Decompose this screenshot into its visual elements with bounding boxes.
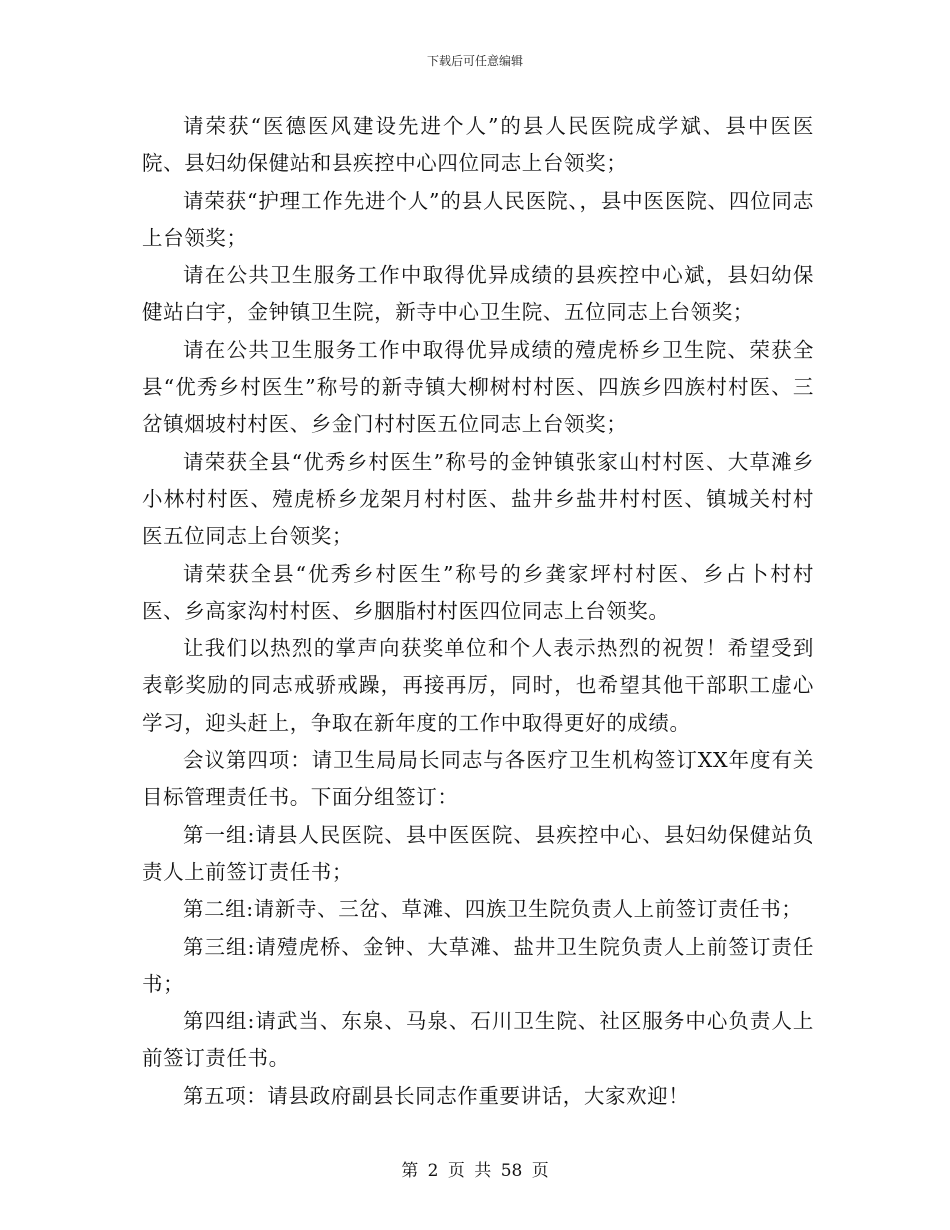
paragraph: 请荣获“医德医风建设先进个人”的县人民医院成学斌、县中医医院、县妇幼保健站和县疾控中心四位同志上台领奖；: [142, 114, 814, 176]
paragraph: 让我们以热烈的掌声向获奖单位和个人表示热烈的祝贺！希望受到表彰奖励的同志戒骄戒躁，再接再厉，同时，也希望其他干部职工虚心学习，迎头赶上，争取在新年度的工作中取得更好的成绩。: [142, 636, 814, 735]
paragraph: 第二组:请新寺、三岔、草滩、四族卫生院负责人上前签订责任书；: [183, 897, 803, 922]
document-body: [142, 108, 814, 1115]
paragraph: 请荣获全县“优秀乡村医生”称号的金钟镇张家山村村医、大草滩乡小林村村医、殪虎桥乡龙架月村村医、盐井乡盐井村村医、镇城关村村医五位同志上台领奖；: [142, 449, 814, 549]
paragraph: 请荣获全县“优秀乡村医生”称号的乡龚家坪村村医、乡占卜村村医、乡高家沟村村医、乡胭脂村村医四位同志上台领奖。: [142, 561, 814, 623]
paragraph: 第三组:请殪虎桥、金钟、大草滩、盐井卫生院负责人上前签订责任书；: [142, 934, 814, 996]
paragraph: 请荣获“护理工作先进个人”的县人民医院、，县中医医院、四位同志上台领奖；: [142, 188, 814, 250]
paragraph: 请在公共卫生服务工作中取得优异成绩的县疾控中心斌，县妇幼保健站白宇，金钟镇卫生院，新寺中心卫生院、五位同志上台领奖；: [142, 263, 814, 325]
paragraph: 会议第四项：请卫生局局长同志与各医疗卫生机构签订XX年度有关目标管理责任书。下面分组签订：: [142, 748, 814, 810]
paragraph: 第五项：请县政府副县长同志作重要讲话，大家欢迎！: [183, 1083, 690, 1108]
page-header: 下载后可任意编辑: [426, 54, 523, 68]
paragraph: 请在公共卫生服务工作中取得优异成绩的殪虎桥乡卫生院、荣获全县“优秀乡村医生”称号的新寺镇大柳树村村医、四族乡四族村村医、三岔镇烟坡村村医、乡金门村村医五位同志上台领奖；: [142, 337, 814, 437]
page-footer: 第 2 页 共 58 页: [401, 1161, 549, 1181]
paragraph: 第一组:请县人民医院、县中医医院、县疾控中心、县妇幼保健站负责人上前签订责任书；: [142, 822, 814, 884]
paragraph: 第四组:请武当、东泉、马泉、石川卫生院、社区服务中心负责人上前签订责任书。: [142, 1009, 814, 1071]
